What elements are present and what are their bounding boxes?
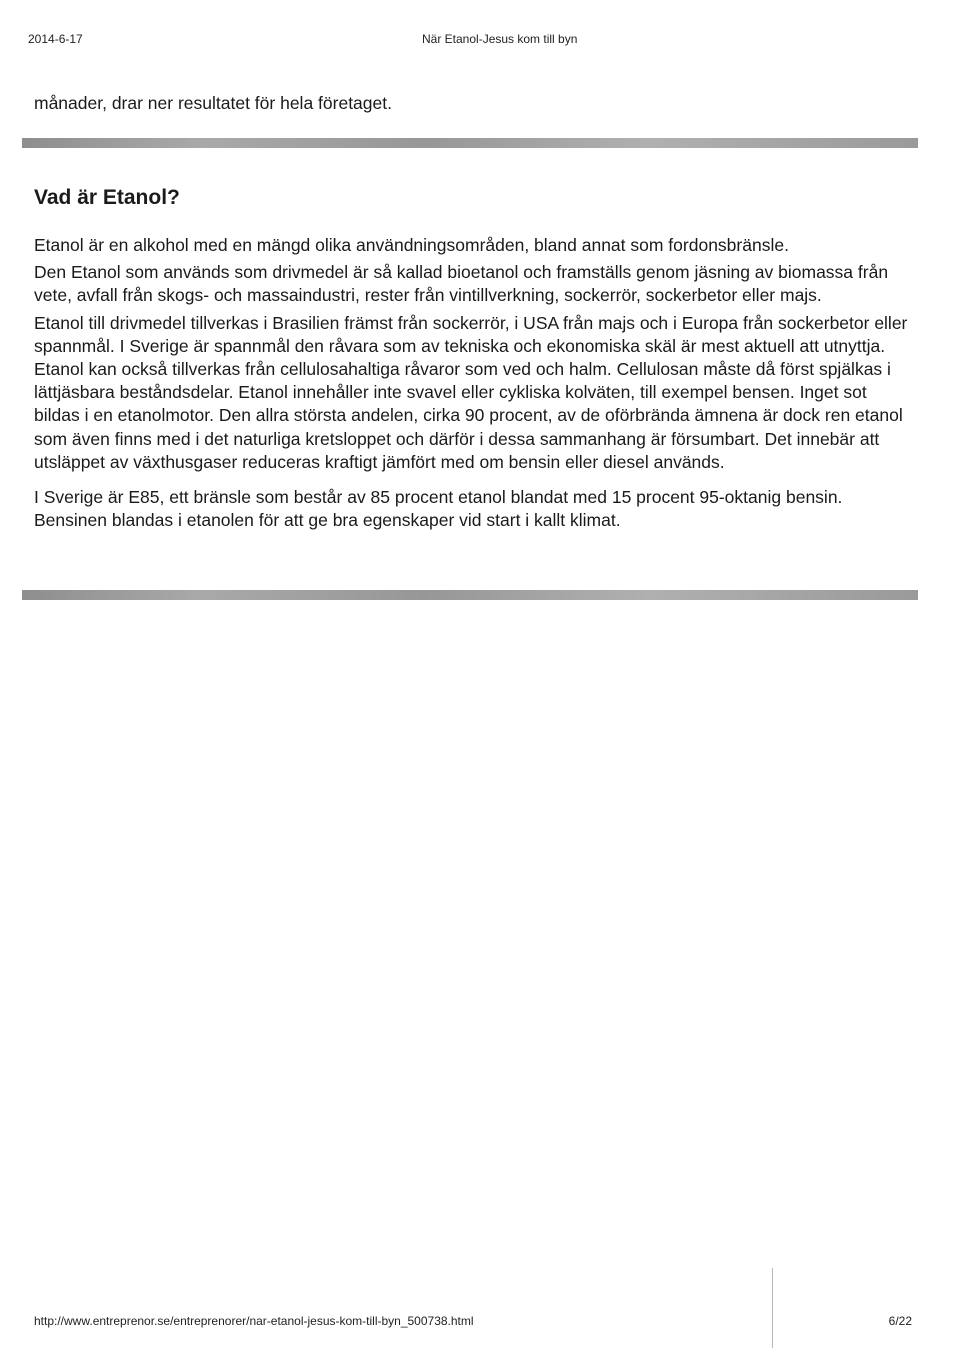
section-divider — [22, 590, 918, 600]
page-number: 6/22 — [888, 1314, 912, 1328]
paragraph: Etanol är en alkohol med en mängd olika användningsområden, bland annat som fordonsbränsle. — [34, 235, 789, 255]
scan-artifact — [772, 1268, 773, 1348]
print-date: 2014-6-17 — [28, 32, 83, 46]
source-url: http://www.entreprenor.se/entreprenorer/nar-etanol-jesus-kom-till-byn_500738.html — [34, 1314, 474, 1328]
continuation-text: månader, drar ner resultatet för hela företaget. — [34, 93, 392, 113]
print-page-title: När Etanol-Jesus kom till byn — [422, 32, 578, 46]
section-divider — [22, 138, 918, 148]
paragraph: Den Etanol som används som drivmedel är så kallad bioetanol och framställs genom jäsning av biomassa från vete, avfall från skogs- och massaindustri, rester från vintillverkning, sockerrör, sockerbetor eller majs. — [34, 262, 889, 306]
section-heading: Vad är Etanol? — [34, 186, 180, 209]
paragraph: Etanol till drivmedel tillverkas i Brasilien främst från sockerrör, i USA från majs och i Europa från sockerbetor eller spannmål. I Sverige är spannmål den råvara som av tekniska och ekonomiska skäl är mest aktuell att utnyttja. Etanol kan också tillverkas från cellulosahaltiga råvaror som ved och halm. Cellulosan måste då först spjälkas i lättjäsbara beståndsdelar. Etanol innehåller inte svavel eller cykliska kolväten, till exempel bensen. Inget sot bildas i en etanolmotor. Den allra största andelen, cirka 90 procent, av de oförbrända ämnena är dock ren etanol som även finns med i det naturliga kretsloppet och därför i dessa sammanhang är försumbart. Det innebär att utsläppet av växthusgaser reduceras kraftigt jämfört med om bensin eller diesel används. — [34, 312, 908, 472]
paragraph: I Sverige är E85, ett bränsle som består av 85 procent etanol blandat med 15 procent 95-oktanig bensin. Bensinen blandas i etanolen för att ge bra egenskaper vid start i kallt klimat. — [34, 487, 843, 531]
article-body — [34, 234, 914, 536]
